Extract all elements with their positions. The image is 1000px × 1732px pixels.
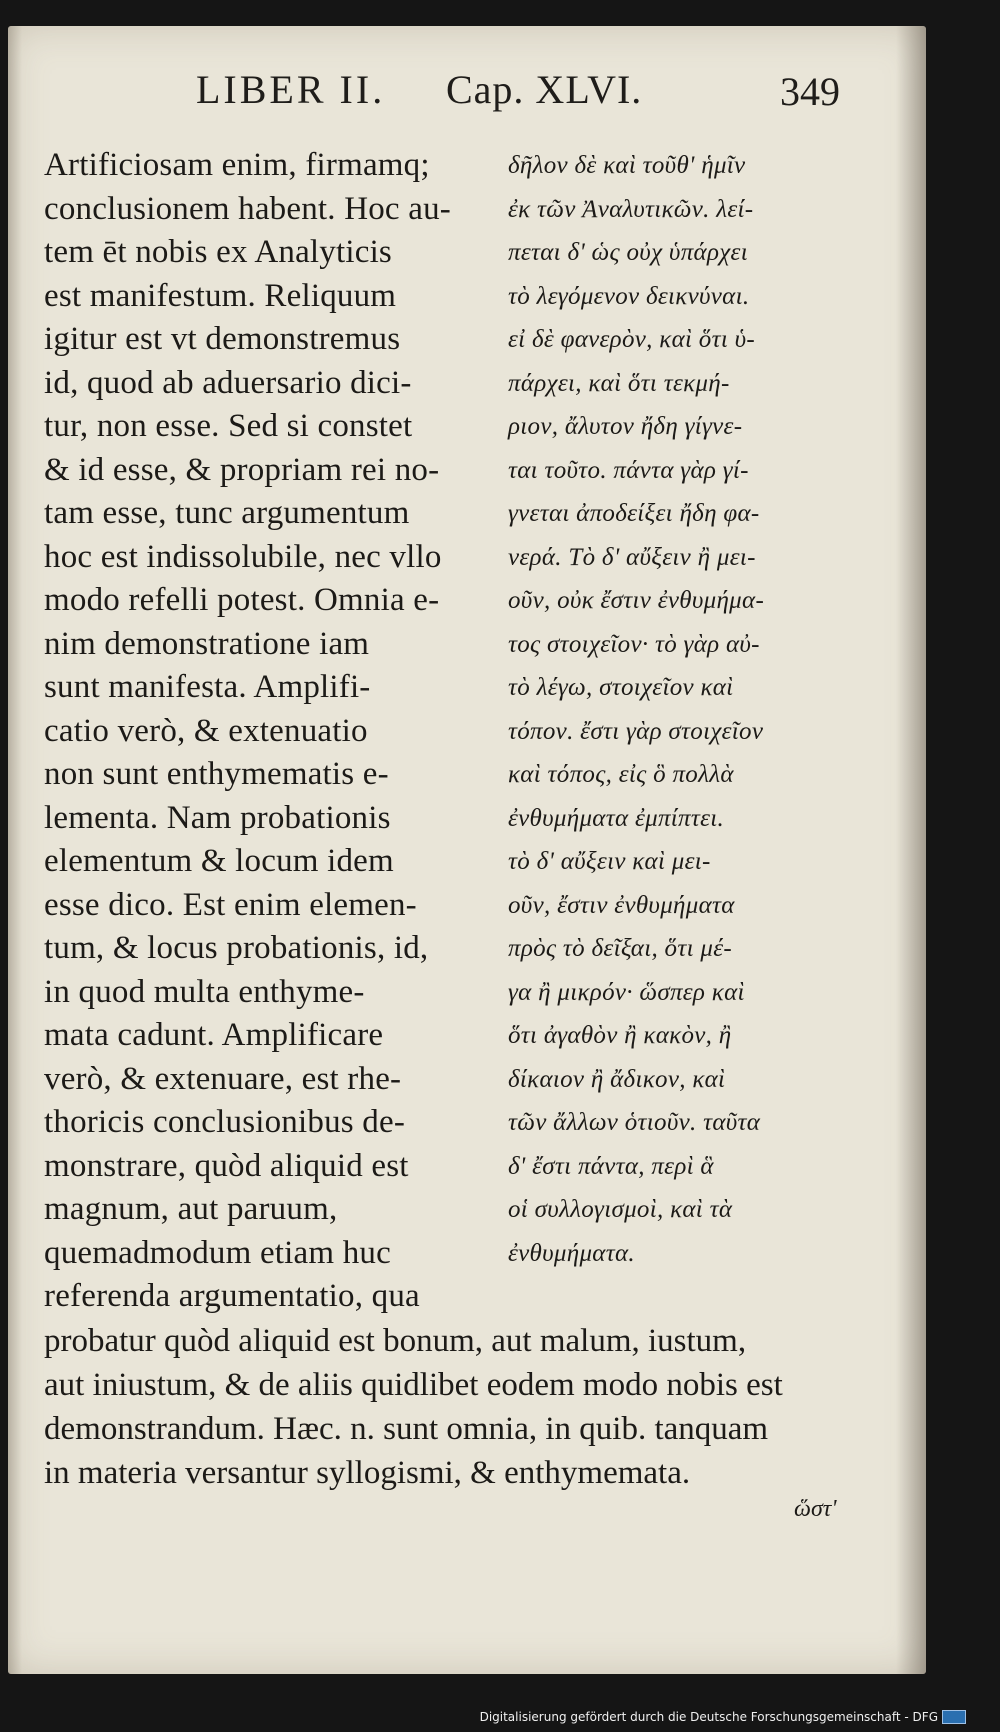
greek-text-line: τόπον. ἔστι γὰρ στοιχεῖον [508, 717, 764, 745]
running-header [8, 66, 926, 126]
latin-text-line: tum, & locus probationis, id, [44, 930, 429, 966]
latin-text-line: thoricis conclusionibus de- [44, 1104, 406, 1140]
latin-text-line: referenda argumentatio, qua [44, 1278, 420, 1314]
greek-text-line: εἰ δὲ φανερὸν, καὶ ὅτι ὑ- [508, 326, 756, 353]
greek-text-line: νερά. Τὸ δ' αὔξειν ἢ μει- [508, 543, 756, 571]
greek-text-line: γνεται ἀποδείξει ἤδη φα- [508, 500, 760, 527]
greek-text-line: τὸ δ' αὔξειν καὶ μει- [508, 848, 711, 875]
latin-text-column [44, 144, 492, 1319]
latin-text-line: & id esse, & propriam rei no- [44, 451, 440, 488]
latin-text-line: mata cadunt. Amplificare [44, 1017, 384, 1053]
latin-text-line: lementa. Nam probationis [44, 799, 391, 836]
digitization-credit [480, 1710, 966, 1725]
full-width-text-line: demonstrandum. Hæc. n. sunt omnia, in quib. tanquam [44, 1411, 769, 1447]
latin-text-line: id, quod ab aduersario dici- [44, 364, 412, 401]
latin-text-line: modo refelli potest. Omnia e- [44, 582, 440, 618]
greek-text-line: καὶ τόπος, εἰς ὃ πολλὰ [508, 761, 734, 788]
full-width-text-line: probatur quòd aliquid est bonum, aut malum, iustum, [44, 1323, 747, 1359]
latin-text-line: verò, & extenuare, est rhe- [44, 1060, 402, 1097]
full-width-text-line: in materia versantur syllogismi, & enthymemata. [44, 1455, 691, 1491]
greek-text-line: δίκαιον ἢ ἄδικον, καὶ [508, 1065, 726, 1093]
greek-text-line: τὸ λεγόμενον δεικνύναι. [508, 282, 750, 310]
latin-text-line: magnum, aut paruum, [44, 1191, 338, 1227]
latin-text-line: igitur est vt demonstremus [44, 321, 401, 357]
greek-text-line: πεται δ' ὡς οὐχ ὑπάρχει [508, 239, 748, 266]
greek-text-line: δ' ἔστι πάντα, περὶ ἃ [508, 1152, 714, 1180]
latin-text-line: tem ēt nobis ex Analyticis [44, 234, 392, 270]
latin-text-line: quemadmodum etiam huc [44, 1234, 391, 1271]
greek-text-line: τος στοιχεῖον· τὸ γὰρ αὐ- [508, 630, 760, 658]
greek-text-line: οἱ συλλογισμοὶ, καὶ τὰ [508, 1196, 733, 1223]
page-edge-shadow [896, 26, 926, 1674]
greek-text-line: δῆλον δὲ καὶ τοῦθ' ἡμῖν [508, 152, 746, 179]
latin-text-line: catio verò, & extenuatio [44, 712, 368, 749]
greek-text-line: πρὸς τὸ δεῖξαι, ὅτι μέ- [508, 935, 733, 962]
latin-text-line: esse dico. Est enim elemen- [44, 886, 417, 923]
page-number: 349 [780, 69, 840, 114]
latin-text-line: conclusionem habent. Hoc au- [44, 190, 451, 227]
latin-text-line: non sunt enthymematis e- [44, 756, 389, 792]
greek-text-line: πάρχει, καὶ ὅτι τεκμή- [508, 369, 730, 397]
running-title-book: LIBER II. [196, 67, 386, 112]
latin-text-line: est manifestum. Reliquum [44, 277, 397, 314]
running-title-chapter: Cap. XLVI. [446, 67, 643, 112]
greek-text-line: ἐκ τῶν Ἀναλυτικῶν. λεί- [508, 195, 754, 223]
latin-text-line: elementum & locum idem [44, 843, 394, 879]
latin-text-line: nim demonstratione iam [44, 625, 370, 662]
greek-text-line: τὸ λέγω, στοιχεῖον καὶ [508, 674, 734, 701]
greek-text-line: γα ἢ μικρόν· ὥσπερ καὶ [508, 978, 745, 1006]
latin-text-line: in quod multa enthyme- [44, 973, 365, 1010]
greek-text-line: ται τοῦτο. πάντα γὰρ γί- [508, 456, 749, 484]
latin-text-line: Artificiosam enim, firmamq; [44, 147, 430, 183]
latin-text-line: hoc est indissolubile, nec vllo [44, 538, 442, 575]
catchword: ὥστ' [794, 1496, 837, 1522]
greek-text-column [508, 144, 868, 1275]
credit-text: Digitalisierung gefördert durch die Deutsche Forschungsgemeinschaft - DFG [479, 1709, 938, 1724]
latin-text-line: monstrare, quòd aliquid est [44, 1147, 409, 1184]
page-gutter-shadow [8, 26, 22, 1674]
greek-text-line: ριον, ἄλυτον ἤδη γίγνε- [508, 413, 743, 440]
greek-text-line: ἐνθυμήματα. [508, 1239, 635, 1267]
greek-text-line: ἐνθυμήματα ἐμπίπτει. [508, 804, 725, 832]
latin-text-line: tam esse, tunc argumentum [44, 495, 410, 531]
book-page [8, 26, 926, 1674]
full-width-text [44, 1319, 874, 1495]
greek-text-line: οῦν, οὐκ ἔστιν ἐνθυμήμα- [508, 587, 765, 614]
latin-text-line: sunt manifesta. Amplifi- [44, 669, 371, 705]
latin-text-line: tur, non esse. Sed si constet [44, 408, 413, 444]
greek-text-line: ὅτι ἀγαθὸν ἢ κακὸν, ἢ [508, 1022, 732, 1049]
greek-text-line: οῦν, ἔστιν ἐνθυμήματα [508, 891, 735, 919]
full-width-text-line: aut iniustum, & de aliis quidlibet eodem modo nobis est [44, 1367, 783, 1403]
greek-text-line: τῶν ἄλλων ὁτιοῦν. ταῦτα [508, 1109, 761, 1136]
dfg-logo-icon [942, 1710, 966, 1724]
